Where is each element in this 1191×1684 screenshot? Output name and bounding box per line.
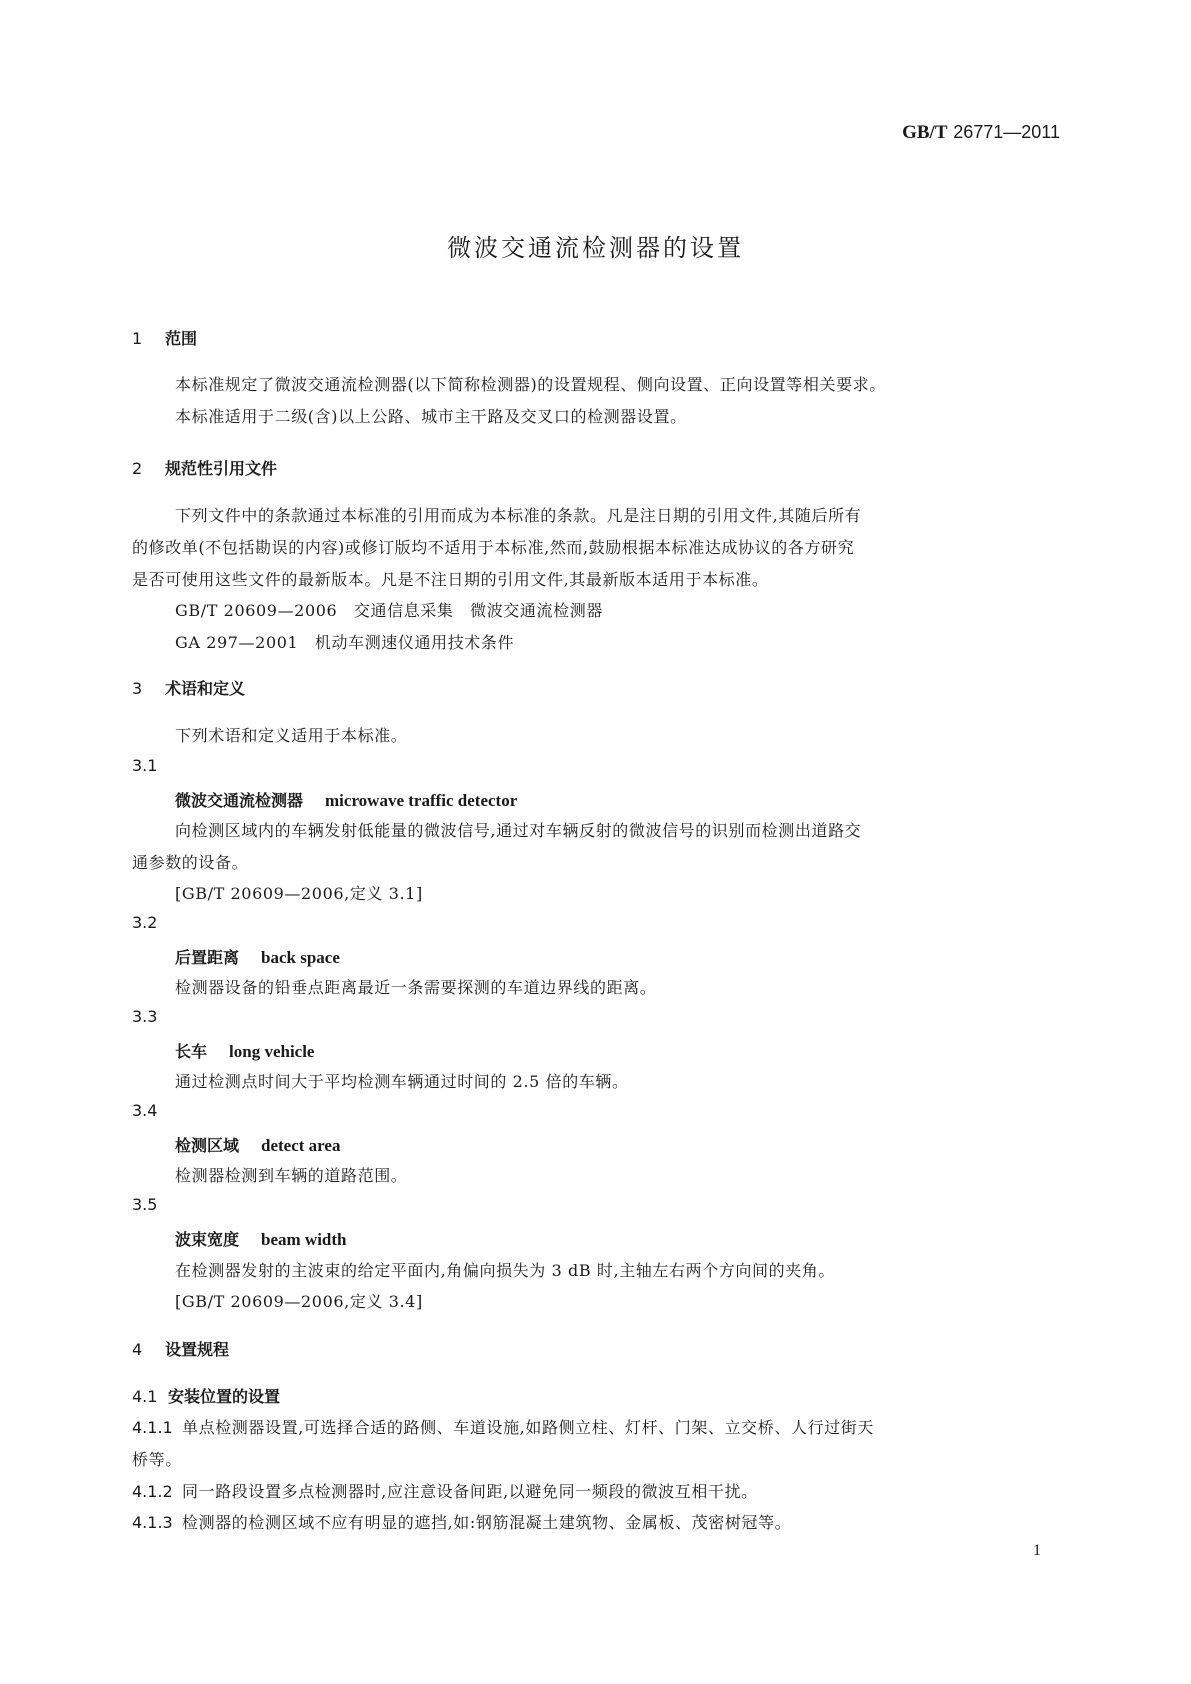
section-number: 2 <box>132 459 143 478</box>
subsection-4-1-heading <box>132 1384 280 1407</box>
page-number: 1 <box>1033 1542 1041 1559</box>
section-number: 4 <box>132 1340 143 1359</box>
paragraph: 的修改单(不包括勘误的内容)或修订版均不适用于本标准,然而,鼓励根据本标准达成协议的各方研究 <box>132 538 855 557</box>
term-number: 3.1 <box>132 756 158 775</box>
clause-4-1-2 <box>132 1479 758 1502</box>
paragraph: 下列术语和定义适用于本标准。 <box>175 726 408 745</box>
term-en: back space <box>261 948 340 967</box>
reference-item <box>175 598 603 621</box>
clause-text: 检测器的检测区域不应有明显的遮挡,如:钢筋混凝土建筑物、金属板、茂密树冠等。 <box>182 1513 792 1532</box>
clause-text: 单点检测器设置,可选择合适的路侧、车道设施,如路侧立柱、灯杆、门架、立交桥、人行过街天 <box>182 1418 874 1437</box>
paragraph: 下列文件中的条款通过本标准的引用而成为本标准的条款。凡是注日期的引用文件,其随后所有 <box>175 506 862 525</box>
paragraph: 本标准适用于二级(含)以上公路、城市主干路及交叉口的检测器设置。 <box>175 407 687 426</box>
term-definition: 向检测区域内的车辆发射低能量的微波信号,通过对车辆反射的微波信号的识别而检测出道路交 <box>175 821 862 840</box>
reference-title: 交通信息采集 微波交通流检测器 <box>353 601 603 620</box>
term-en: detect area <box>261 1136 341 1155</box>
document-title: 微波交通流检测器的设置 <box>447 234 744 262</box>
reference-item <box>175 630 514 653</box>
term-zh: 微波交通流检测器 <box>175 791 304 810</box>
section-title: 规范性引用文件 <box>165 459 278 478</box>
section-1-heading <box>132 326 197 349</box>
section-2-heading <box>132 456 277 479</box>
clause-number: 4.1.1 <box>132 1418 173 1437</box>
section-number: 1 <box>132 329 143 348</box>
term-heading <box>175 1133 340 1156</box>
term-definition: 通参数的设备。 <box>132 853 249 872</box>
paragraph: 是否可使用这些文件的最新版本。凡是不注日期的引用文件,其最新版本适用于本标准。 <box>132 570 769 589</box>
section-4-heading <box>132 1337 229 1360</box>
clause-4-1-1 <box>132 1415 874 1438</box>
term-zh: 长车 <box>175 1042 208 1061</box>
term-heading <box>175 1039 314 1062</box>
clause-4-1-3 <box>132 1510 791 1533</box>
term-heading <box>175 945 340 968</box>
term-definition: 通过检测点时间大于平均检测车辆通过时间的 2.5 倍的车辆。 <box>175 1072 629 1091</box>
term-definition: 检测器检测到车辆的道路范围。 <box>175 1166 408 1185</box>
term-source: [GB/T 20609—2006,定义 3.4] <box>175 1292 423 1311</box>
section-3-heading <box>132 676 245 699</box>
term-heading <box>175 788 517 811</box>
section-title: 范围 <box>165 329 198 348</box>
clause-number: 4.1.3 <box>132 1513 173 1532</box>
subsection-title: 安装位置的设置 <box>168 1387 281 1406</box>
standard-number <box>902 122 1060 144</box>
clause-text-continued: 桥等。 <box>132 1450 182 1469</box>
subsection-number: 4.1 <box>132 1387 158 1406</box>
section-title: 设置规程 <box>165 1340 230 1359</box>
term-number: 3.2 <box>132 913 158 932</box>
section-title: 术语和定义 <box>165 679 246 698</box>
term-number: 3.4 <box>132 1101 158 1120</box>
clause-number: 4.1.2 <box>132 1482 173 1501</box>
term-source: [GB/T 20609—2006,定义 3.1] <box>175 884 423 903</box>
term-zh: 波束宽度 <box>175 1230 240 1249</box>
term-number: 3.3 <box>132 1007 158 1026</box>
term-definition: 在检测器发射的主波束的给定平面内,角偏向损失为 3 dB 时,主轴左右两个方向间的夹角。 <box>175 1261 836 1280</box>
term-zh: 后置距离 <box>175 948 240 967</box>
term-en: microwave traffic detector <box>325 791 518 810</box>
term-heading <box>175 1227 347 1250</box>
reference-code: GA 297—2001 <box>175 633 299 652</box>
reference-code: GB/T 20609—2006 <box>175 601 338 620</box>
term-definition: 检测器设备的铅垂点距离最近一条需要探测的车道边界线的距离。 <box>175 978 657 997</box>
term-en: long vehicle <box>229 1042 315 1061</box>
clause-text: 同一路段设置多点检测器时,应注意设备间距,以避免同一频段的微波互相干扰。 <box>182 1482 758 1501</box>
reference-title: 机动车测速仪通用技术条件 <box>314 633 515 652</box>
term-number: 3.5 <box>132 1195 158 1214</box>
term-zh: 检测区域 <box>175 1136 240 1155</box>
standard-prefix: GB/T <box>902 122 948 143</box>
standard-code: 26771—2011 <box>953 122 1060 142</box>
paragraph: 本标准规定了微波交通流检测器(以下简称检测器)的设置规程、侧向设置、正向设置等相关要求。 <box>175 375 886 394</box>
section-number: 3 <box>132 679 143 698</box>
term-en: beam width <box>261 1230 347 1249</box>
